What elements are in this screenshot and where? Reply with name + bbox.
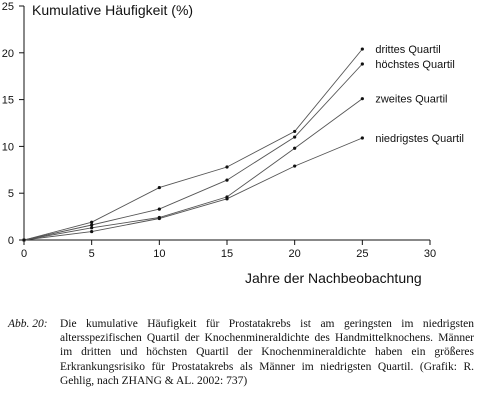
y-tick-label: 0 — [7, 235, 14, 247]
data-point — [361, 47, 364, 50]
series-label-1: drittes Quartil — [375, 44, 441, 57]
series-lines — [22, 47, 364, 241]
series-labels — [375, 44, 464, 145]
data-point — [158, 208, 161, 211]
data-point — [293, 130, 296, 133]
series-line-2 — [24, 64, 362, 240]
data-point — [90, 226, 93, 229]
y-tick-label: 10 — [1, 141, 14, 154]
data-point — [293, 164, 296, 167]
series-label-2: höchstes Quartil — [375, 59, 455, 72]
x-axis-title: Jahre der Nachbeobachtung — [245, 270, 422, 286]
y-tick-label: 25 — [1, 1, 14, 13]
y-tick-label: 15 — [1, 94, 14, 107]
x-tick-label: 5 — [88, 248, 95, 260]
series-line-4 — [24, 138, 362, 240]
data-point — [361, 62, 364, 65]
series-label-3: zweites Quartil — [375, 93, 448, 106]
data-point — [225, 197, 228, 200]
series-label-4: niedrigstes Quartil — [375, 132, 464, 145]
x-tick-label: 30 — [423, 248, 437, 260]
data-point — [293, 135, 296, 138]
data-point — [225, 178, 228, 181]
data-point — [90, 230, 93, 233]
series-line-3 — [24, 99, 362, 240]
y-axis-title: Kumulative Häufigkeit (%) — [32, 2, 194, 18]
x-tick-label: 0 — [20, 248, 28, 260]
data-point — [225, 165, 228, 168]
x-tick-label: 25 — [356, 248, 369, 260]
y-tick-label: 20 — [1, 47, 14, 60]
x-tick-label: 10 — [153, 248, 166, 260]
data-point — [158, 217, 161, 220]
x-tick-label: 15 — [220, 248, 234, 260]
caption-label: Abb. 20: — [8, 318, 48, 330]
series-line-1 — [24, 49, 362, 240]
data-point — [90, 223, 93, 226]
data-point — [361, 136, 364, 139]
caption-text: Die kumulative Häufigkeit für Prostatakrebs ist am geringsten im niedrigsten altersspezifischen Quartil der Knochenmineraldichte des Handmittelknochens. Männer im dritten und höchsten Quartil der Knochenmineraldichte haben ein größeres Erkrankungsrisiko für Prostatakrebs als Männer im niedrigsten Quartil. (Grafik: R. Gehlig, nach ZHANG & AL. 2002: 737) — [60, 318, 474, 387]
data-point — [293, 147, 296, 150]
x-tick-label: 20 — [288, 248, 301, 260]
data-point — [90, 221, 93, 224]
data-point — [158, 186, 161, 189]
data-point — [22, 238, 25, 241]
data-point — [361, 97, 364, 100]
axes — [2, 1, 436, 260]
y-tick-label: 5 — [7, 188, 14, 201]
